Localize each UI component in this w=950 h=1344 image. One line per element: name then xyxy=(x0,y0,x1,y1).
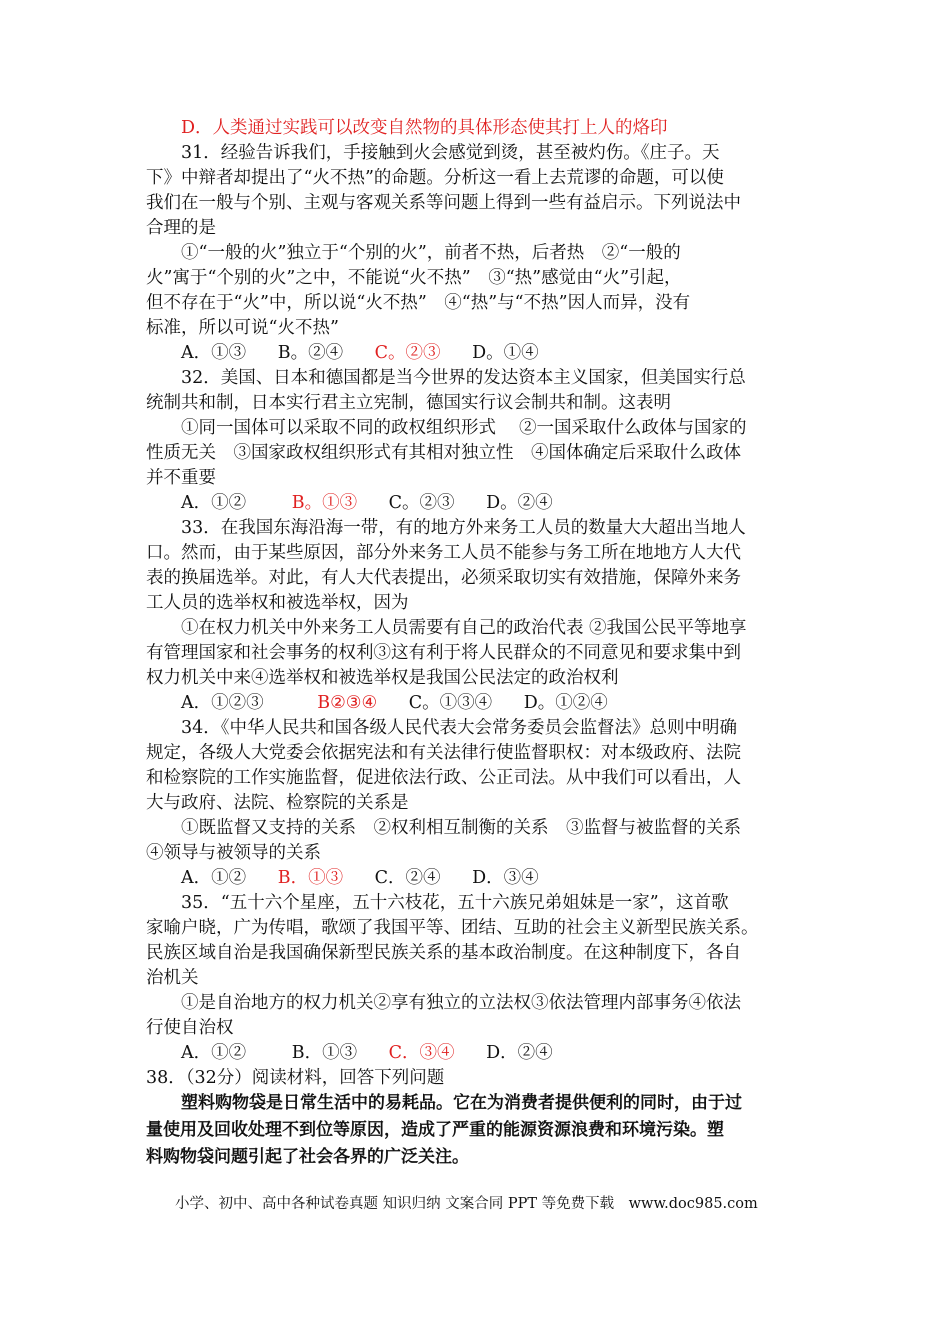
question-stem-line: 31．经验告诉我们，手接触到火会感觉到烫，甚至被灼伤。《庄子。天 xyxy=(181,143,720,163)
option-d: D．③④ xyxy=(472,868,539,888)
option-d-line: D．人类通过实践可以改变自然物的具体形态使其打上人的烙印 xyxy=(181,118,668,138)
question-stem-line: 工人员的选举权和被选举权，因为 xyxy=(146,593,409,613)
options-row xyxy=(146,866,812,891)
option-c: C。②③ xyxy=(388,493,455,513)
option-b-answer: B。①③ xyxy=(291,493,358,513)
question-stem-line: 32．美国、日本和德国都是当今世界的发达资本主义国家，但美国实行总 xyxy=(181,368,746,388)
material-line: 量使用及回收处理不到位等原因，造成了严重的能源资源浪费和环境污染。塑 xyxy=(146,1120,724,1140)
option-b-answer: B②③④ xyxy=(317,693,378,713)
question-stem-line: 治机关 xyxy=(146,968,199,988)
question-33 xyxy=(146,516,812,716)
option-a: A．①② xyxy=(181,1043,247,1063)
option-c-answer: C．③④ xyxy=(388,1043,455,1063)
statement-line: 权力机关中来④选举权和被选举权是我国公民法定的政治权利 xyxy=(146,668,619,688)
question-stem-line: 统制共和制，日本实行君主立宪制，德国实行议会制共和制。这表明 xyxy=(146,393,671,413)
question-stem-line: 家喻户晓，广为传唱，歌颂了我国平等、团结、互助的社会主义新型民族关系。 xyxy=(146,918,759,938)
statement-line: 性质无关 ③国家政权组织形式有其相对独立性 ④国体确定后采取什么政体 xyxy=(146,443,741,463)
question-stem-line: 和检察院的工作实施监督，促进依法行政、公正司法。从中我们可以看出，人 xyxy=(146,768,741,788)
statement-line: ①同一国体可以采取不同的政权组织形式 ②一国采取什么政体与国家的 xyxy=(181,418,747,438)
options-row xyxy=(146,691,812,716)
statement-line: ①既监督又支持的关系 ②权利相互制衡的关系 ③监督与被监督的关系 xyxy=(181,818,741,838)
material-line: 塑料购物袋是日常生活中的易耗品。它在为消费者提供便利的同时，由于过 xyxy=(181,1093,742,1113)
question-35 xyxy=(146,891,812,1066)
question-stem-line: 35．“五十六个星座，五十六枝花，五十六族兄弟姐妹是一家”，这首歌 xyxy=(181,893,729,913)
statement-line: 火”寓于“个别的火”之中，不能说“火不热” ③“热”感觉由“火”引起， xyxy=(146,268,682,288)
option-d: D。②④ xyxy=(486,493,553,513)
option-a: A．①③ xyxy=(181,343,247,363)
statement-line: 但不存在于“火”中，所以说“火不热” ④“热”与“不热”因人而异，没有 xyxy=(146,293,691,313)
options-row xyxy=(146,1041,812,1066)
option-d: D．②④ xyxy=(486,1043,553,1063)
options-row xyxy=(146,341,812,366)
question-stem-line: 我们在一般与个别、主观与客观关系等问题上得到一些有益启示。下列说法中 xyxy=(146,193,741,213)
question-stem-line: 口。然而，由于某些原因，部分外来务工人员不能参与务工所在地地方人大代 xyxy=(146,543,741,563)
statement-line: 有管理国家和社会事务的权利③这有利于将人民群众的不同意见和要求集中到 xyxy=(146,643,741,663)
option-c: C．②④ xyxy=(374,868,441,888)
question-32 xyxy=(146,366,812,516)
option-b-answer: B．①③ xyxy=(277,868,344,888)
question-38 xyxy=(146,1066,812,1172)
options-row xyxy=(146,491,812,516)
question-title: 38．（32分）阅读材料，回答下列问题 xyxy=(146,1068,445,1088)
question-stem-line: 合理的是 xyxy=(146,218,216,238)
option-d: D。①④ xyxy=(472,343,539,363)
question-stem-line: 34．《中华人民共和国各级人民代表大会常务委员会监督法》总则中明确 xyxy=(181,718,738,738)
question-31 xyxy=(146,141,812,366)
question-stem-line: 33．在我国东海沿海一带，有的地方外来务工人员的数量大大超出当地人 xyxy=(181,518,746,538)
statement-line: ①在权力机关中外来务工人员需要有自己的政治代表 ②我国公民平等地享 xyxy=(181,618,747,638)
question-stem-line: 规定，各级人大党委会依据宪法和有关法律行使监督职权：对本级政府、法院 xyxy=(146,743,741,763)
option-c-answer: C。②③ xyxy=(374,343,441,363)
question-stem-line: 大与政府、法院、检察院的关系是 xyxy=(146,793,409,813)
statement-line: 标准，所以可说“火不热” xyxy=(146,318,339,338)
statement-line: 并不重要 xyxy=(146,468,216,488)
statement-line: ①“一般的火”独立于“个别的火”，前者不热，后者热 ②“一般的 xyxy=(181,243,681,263)
question-34 xyxy=(146,716,812,891)
option-a: A．①②③ xyxy=(181,693,264,713)
option-b: B．①③ xyxy=(291,1043,358,1063)
question-stem-line: 表的换届选举。对此，有人大代表提出，必须采取切实有效措施，保障外来务 xyxy=(146,568,741,588)
option-b: B。②④ xyxy=(277,343,344,363)
option-d: D。①②④ xyxy=(523,693,608,713)
option-a: A．①② xyxy=(181,868,247,888)
option-a: A．①② xyxy=(181,493,247,513)
question-stem-line: 民族区域自治是我国确保新型民族关系的基本政治制度。在这种制度下，各自 xyxy=(146,943,741,963)
option-c: C。①③④ xyxy=(408,693,493,713)
statement-line: ①是自治地方的权力机关②享有独立的立法权③依法管理内部事务④依法 xyxy=(181,993,741,1013)
statement-line: 行使自治权 xyxy=(146,1018,234,1038)
exam-content xyxy=(146,116,812,1172)
question-stem-line: 下》中辩者却提出了“火不热”的命题。分析这一看上去荒谬的命题，可以使 xyxy=(146,168,724,188)
statement-line: ④领导与被领导的关系 xyxy=(146,843,321,863)
footer-watermark-text: 小学、初中、高中各种试卷真题 知识归纳 文案合同 PPT 等免费下载 www.doc985.com xyxy=(175,1196,758,1212)
material-line: 料购物袋问题引起了社会各界的广泛关注。 xyxy=(146,1147,469,1167)
